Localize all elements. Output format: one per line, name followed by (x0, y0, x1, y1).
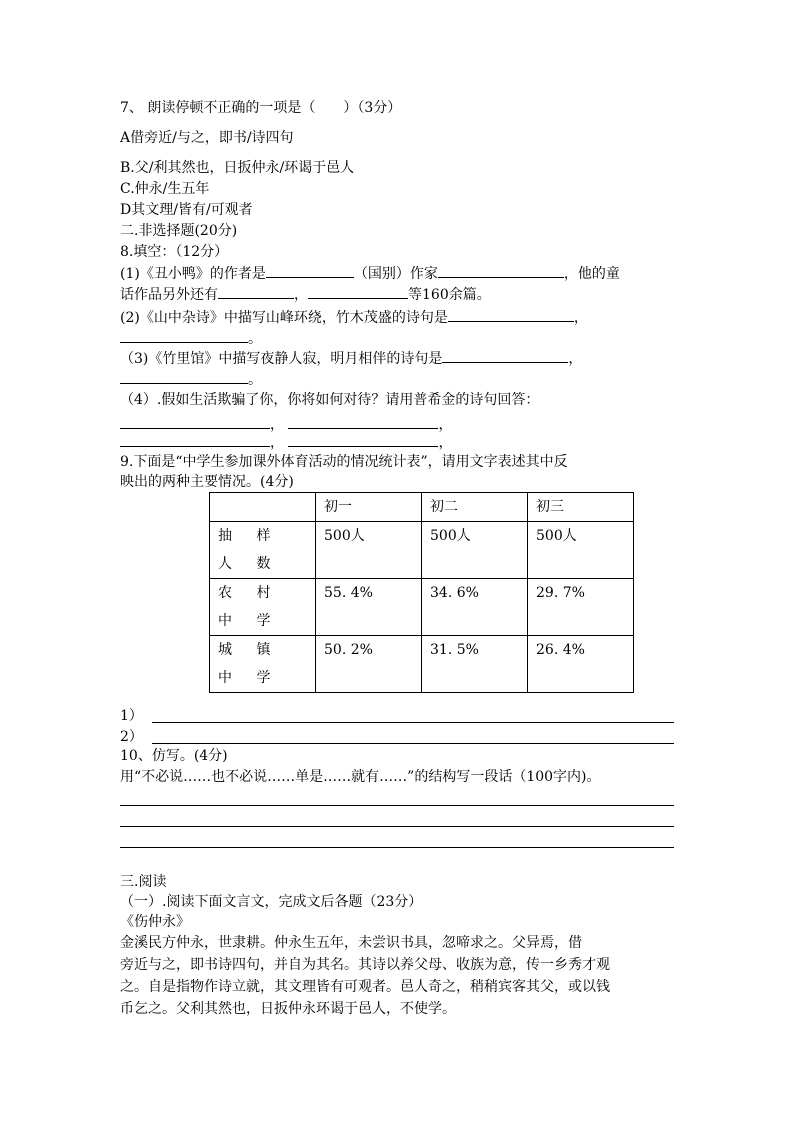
section2-heading: 二.非选择题(20分) (120, 223, 238, 239)
q10-prompt: 用“不必说……也不必说……单是……就有……”的结构写一段话（100字内)。 (120, 769, 601, 785)
stats-table (209, 492, 634, 693)
comma: ， (270, 417, 284, 433)
q8-item2-end: 。 (248, 331, 262, 347)
table-row (210, 579, 634, 636)
fill-blank[interactable] (120, 369, 248, 384)
fill-blank[interactable] (448, 307, 574, 322)
q8-title: 8.填空：（12分） (120, 244, 229, 260)
table-header-cell: 初一 (316, 493, 422, 522)
q8-item3-end: 。 (248, 372, 262, 388)
table-cell: 500人 (422, 522, 528, 579)
table-header-cell: 初三 (528, 493, 634, 522)
table-cell: 55. 4% (316, 579, 422, 636)
fill-blank[interactable] (442, 348, 568, 363)
table-cell: 31. 5% (422, 636, 528, 693)
q7-option-d: D其文理/皆有/可观者 (120, 202, 253, 218)
q8-item3-text-b: ， (568, 351, 583, 367)
table-cell: 500人 (528, 522, 634, 579)
table-row (210, 522, 634, 579)
q10-answer-line[interactable] (120, 847, 674, 848)
q10-title: 10、仿写。(4分) (120, 748, 228, 764)
q7-option-a: A借旁近/与之，即书/诗四句 (120, 130, 294, 146)
comma: ， (270, 435, 284, 451)
fill-blank[interactable] (120, 414, 270, 429)
q10-answer-line[interactable] (120, 826, 674, 827)
comma: ， (438, 417, 453, 433)
comma: ， (438, 435, 453, 451)
table-row-label: 城 镇 中 学 (210, 636, 316, 693)
fill-blank[interactable] (218, 284, 294, 299)
q8-item1-line1 (120, 263, 620, 284)
table-header-cell (210, 493, 316, 522)
q8-item3-line1 (120, 348, 582, 369)
q8-item2-line1 (120, 307, 588, 328)
q8-item1-line2 (120, 284, 491, 305)
fill-blank[interactable] (438, 263, 564, 278)
q7-title: 7、 朗读停顿不正确的一项是（ ）（3分） (120, 100, 402, 116)
q8-item2-text-a: (2)《山中杂诗》中描写山峰环绕，竹木茂盛的诗句是 (120, 310, 448, 326)
q8-item3-text-a: （3)《竹里馆》中描写夜静人寂，明月相伴的诗句是 (120, 351, 443, 367)
table-cell: 34. 6% (422, 579, 528, 636)
q8-item1-text-f: 等160余篇。 (408, 287, 491, 303)
q8-item4-prompt: （4）.假如生活欺骗了你，你将如何对待？请用普希金的诗句回答： (120, 392, 540, 408)
section3-subheading: （一）.阅读下面文言文，完成文后各题（23分） (120, 894, 423, 910)
q9-title-line2: 映出的两种主要情况。(4分) (120, 474, 294, 490)
table-header-row (210, 493, 634, 522)
q9-answer2-label: 2） (120, 729, 143, 745)
reading-paragraph-line: 金溪民方仲永，世隶耕。仲永生五年，未尝识书具，忽啼求之。父异焉，借 (120, 935, 582, 951)
table-row-label: 农 村 中 学 (210, 579, 316, 636)
reading-paragraph-line: 之。自是指物作诗立就，其文理皆有可观者。邑人奇之，稍稍宾客其父，或以钱 (120, 979, 610, 995)
fill-blank[interactable] (288, 432, 438, 447)
q10-answer-line[interactable] (120, 805, 674, 806)
q8-item1-text-c: ，他的童 (563, 266, 620, 282)
q9-answer2-line[interactable] (152, 743, 674, 744)
reading-paragraph-line: 币乞之。父利其然也，日扳仲永环谒于邑人，不使学。 (120, 1001, 456, 1017)
fill-blank[interactable] (120, 328, 248, 343)
table-row-label: 抽 样 人 数 (210, 522, 316, 579)
table-cell: 500人 (316, 522, 422, 579)
table-cell: 26. 4% (528, 636, 634, 693)
q8-item1-text-d: 话作品另外还有 (120, 287, 218, 303)
q8-item2-text-b: ， (573, 310, 588, 326)
fill-blank[interactable] (288, 414, 438, 429)
fill-blank[interactable] (266, 263, 354, 278)
q8-item1-text-e: ， (294, 287, 308, 303)
q8-item3-line2 (120, 369, 262, 390)
q8-item1-text-a: (1)《丑小鸭》的作者是 (120, 266, 266, 282)
q7-option-b: B.父/利其然也，日扳仲永/环谒于邑人 (120, 160, 355, 176)
reading-text-title: 《伤仲永》 (120, 914, 190, 930)
table-row (210, 636, 634, 693)
fill-blank[interactable] (308, 284, 408, 299)
q9-title-line1: 9.下面是“中学生参加课外体育活动的情况统计表”，请用文字表述其中反 (120, 454, 568, 470)
q8-item4-answer-line2 (120, 432, 452, 453)
q8-item1-text-b: （国别）作家 (353, 266, 438, 282)
q9-answer1-line[interactable] (152, 722, 674, 723)
table-cell: 50. 2% (316, 636, 422, 693)
table-cell: 29. 7% (528, 579, 634, 636)
q9-answer1-label: 1） (120, 708, 143, 724)
table-header-cell: 初二 (422, 493, 528, 522)
reading-paragraph-line: 旁近与之，即书诗四句，并自为其名。其诗以养父母、收族为意，传一乡秀才观 (120, 957, 610, 973)
section3-heading: 三.阅读 (120, 874, 167, 890)
fill-blank[interactable] (120, 432, 270, 447)
q7-option-c: C.仲永/生五年 (120, 181, 210, 197)
q8-item2-line2 (120, 328, 262, 349)
